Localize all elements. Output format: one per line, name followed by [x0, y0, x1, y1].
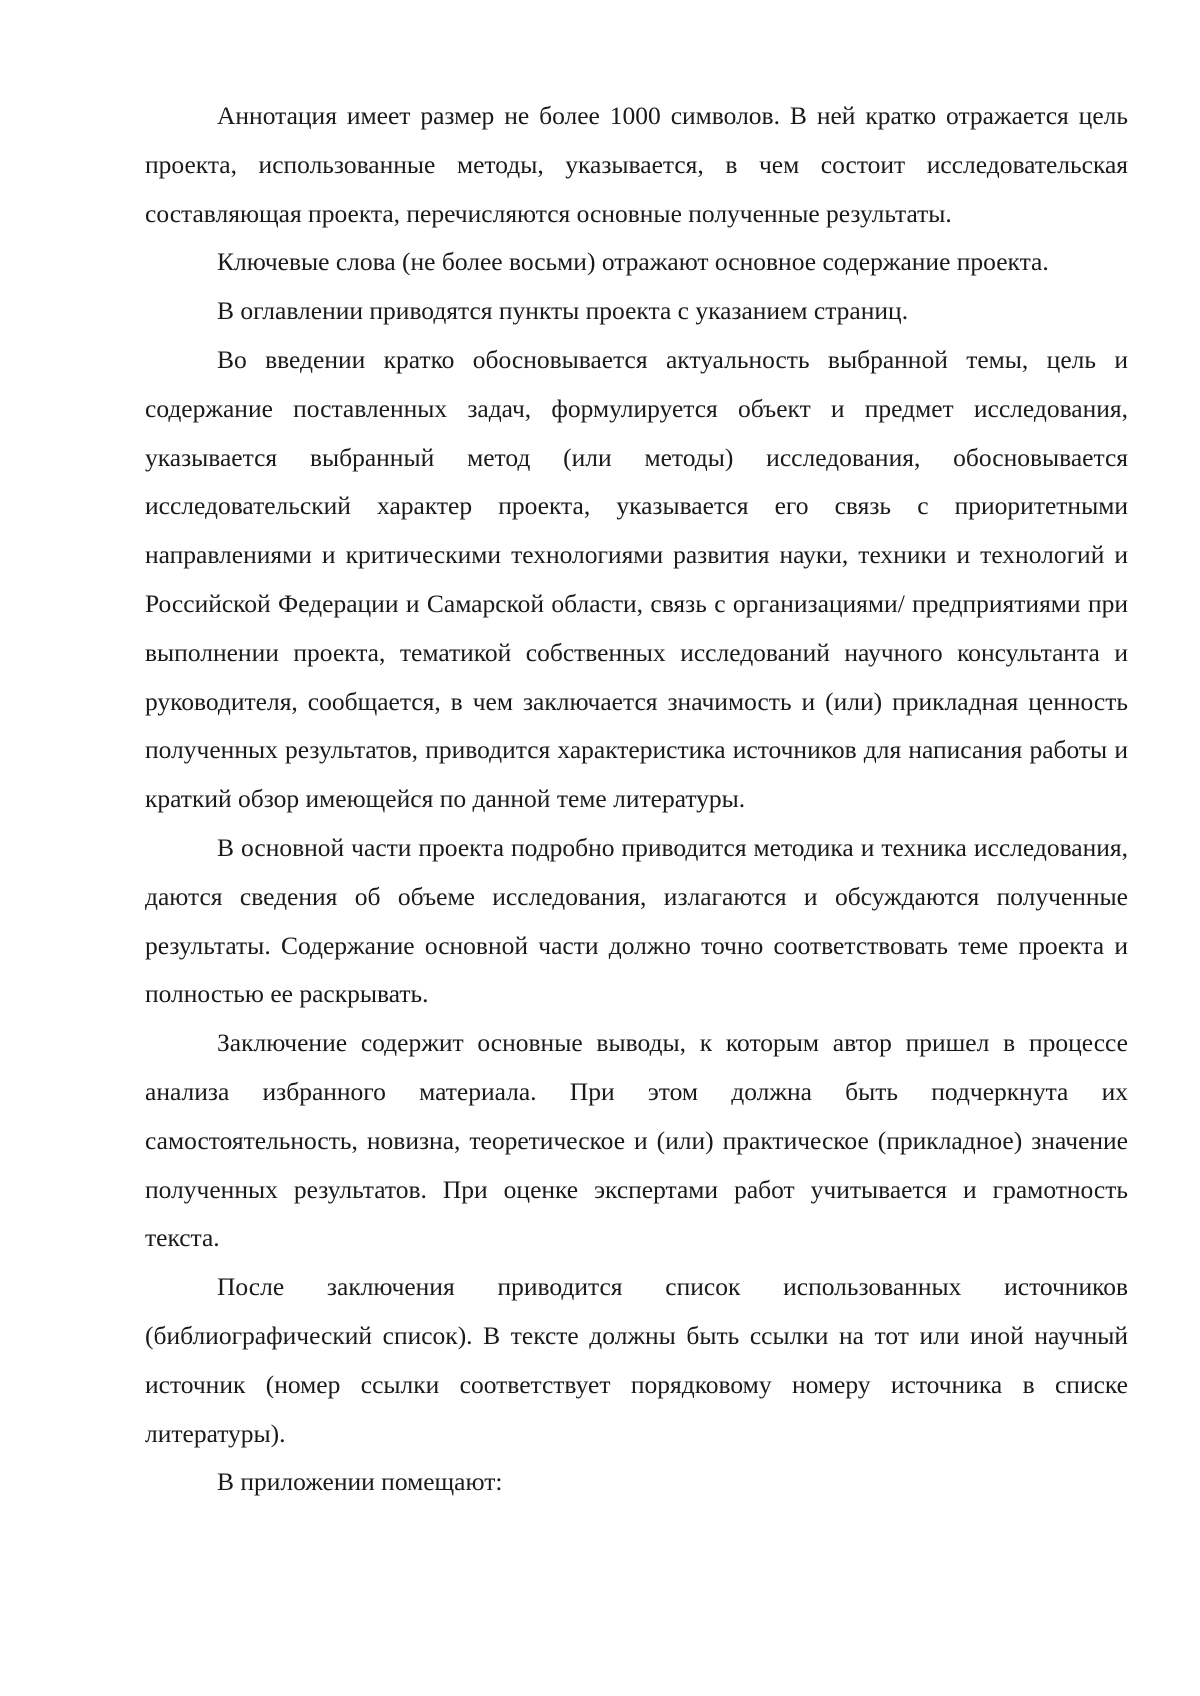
paragraph-contents: В оглавлении приводятся пункты проекта с указанием страниц. [217, 296, 909, 326]
document-body [145, 92, 1128, 1507]
paragraph-conclusion: Заключение содержит основные выводы, к которым автор пришел в процессе анализа избранного материала. При этом должна быть подчеркнута их самостоятельность, новизна, теоретическое и (или) практическое (прикладное) значение полученных результатов. При оценке экспертами работ учитывается и грамотность текста. [145, 1028, 1128, 1253]
paragraph-appendix: В приложении помещают: [217, 1467, 503, 1497]
paragraph-annotation: Аннотация имеет размер не более 1000 символов. В ней кратко отражается цель проекта, использованные методы, указывается, в чем состоит исследовательская составляющая проекта, перечисляются основные полученные результаты. [145, 101, 1128, 228]
paragraph-references: После заключения приводится список использованных источников (библиографический список). В тексте должны быть ссылки на тот или иной научный источник (номер ссылки соответствует порядковому номеру источника в списке литературы). [145, 1272, 1128, 1448]
paragraph-introduction: Во введении кратко обосновывается актуальность выбранной темы, цель и содержание поставленных задач, формулируется объект и предмет исследования, указывается выбранный метод (или методы) исследования, обосновывается исследовательский характер проекта, указывается его связь с приоритетными направлениями и критическими технологиями развития науки, техники и технологий и Российской Федерации и Самарской области, связь с организациями/ предприятиями при выполнении проекта, тематикой собственных исследований научного консультанта и руководителя, сообщается, в чем заключается значимость и (или) прикладная ценность полученных результатов, приводится характеристика источников для написания работы и краткий обзор имеющейся по данной теме литературы. [145, 344, 1128, 814]
paragraph-main-part: В основной части проекта подробно приводится методика и техника исследования, даются сведения об объеме исследования, излагаются и обсуждаются полученные результаты. Содержание основной части должно точно соответствовать теме проекта и полностью ее раскрывать. [145, 832, 1128, 1009]
paragraph-keywords: Ключевые слова (не более восьми) отражают основное содержание проекта. [217, 247, 1049, 277]
